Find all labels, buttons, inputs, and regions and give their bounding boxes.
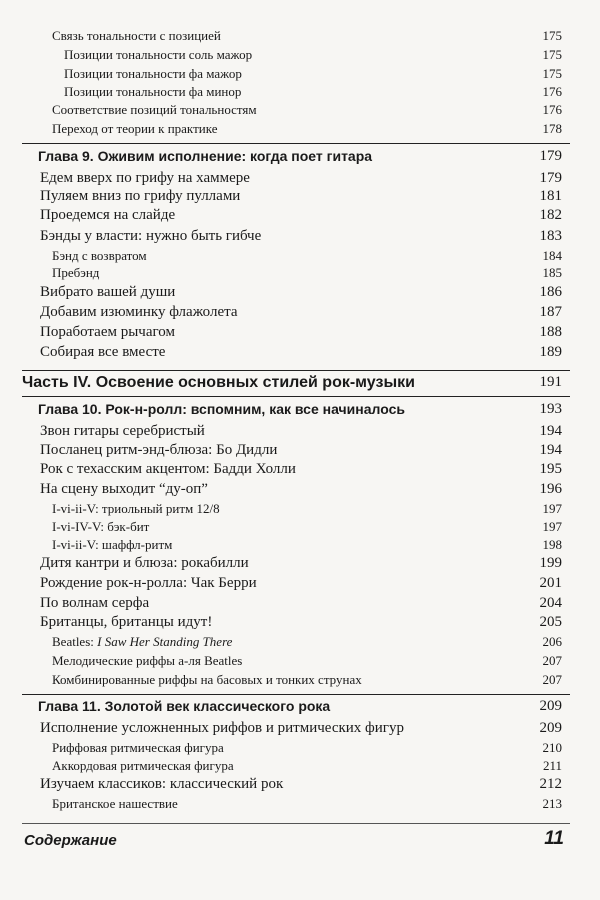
toc-entry-page: 188: [539, 324, 562, 340]
toc-entry-title: Аккордовая ритмическая фигура: [52, 758, 234, 773]
toc-entry-title: Комбинированные риффы на басовых и тонких струнах: [52, 672, 362, 687]
footer-divider: [22, 823, 570, 824]
toc-entry-title: Едем вверх по грифу на хаммере: [40, 170, 250, 186]
toc-chapter: [0, 148, 600, 168]
toc-entry-page: 186: [539, 284, 562, 300]
toc-entry-title: Позиции тональности фа минор: [64, 84, 242, 99]
toc-entry: [0, 344, 600, 364]
toc-entry: [0, 758, 600, 778]
toc-entry-title: Британцы, британцы идут!: [40, 614, 213, 630]
toc-entry: [0, 170, 600, 190]
toc-entry-title: Рождение рок-н-ролла: Чак Берри: [40, 575, 257, 591]
toc-entry-title: На сцену выходит “ду-оп”: [40, 481, 208, 497]
toc-entry-title: Позиции тональности соль мажор: [64, 47, 253, 62]
toc-entry-title: Вибрато вашей души: [40, 284, 176, 300]
toc-entry-title: Часть IV. Освоение основных стилей рок-музыки: [22, 374, 415, 391]
toc-entry-title: Бэнды у власти: нужно быть гибче: [40, 228, 262, 244]
toc-entry-page: 204: [539, 595, 562, 611]
toc-entry-title: [52, 634, 232, 650]
toc-entry-page: 183: [539, 228, 562, 244]
toc-entry: [0, 304, 600, 324]
toc-entry-page: 187: [539, 304, 562, 320]
toc-entry-title: Глава 11. Золотой век классического рока: [38, 698, 331, 714]
toc-entry: [0, 653, 600, 673]
page-number: 11: [544, 828, 564, 849]
toc-entry-title: Посланец ритм-энд-блюза: Бо Дидли: [40, 442, 278, 458]
toc-entry: [0, 207, 600, 227]
toc-entry-page: 179: [539, 148, 562, 164]
divider: [22, 396, 570, 397]
toc-part: [0, 374, 600, 394]
toc-entry-page: 178: [542, 121, 562, 136]
toc-entry: [0, 634, 600, 654]
toc-entry: [0, 537, 600, 557]
toc-entry-page: 209: [539, 698, 562, 714]
toc-entry-page: 207: [542, 653, 562, 668]
toc-entry-title-song: I Saw Her Standing There: [97, 634, 233, 649]
toc-entry-page: 189: [539, 344, 562, 360]
toc-entry-page: 196: [539, 481, 562, 497]
toc-entry-title: Британское нашествие: [52, 796, 178, 811]
toc-entry: [0, 102, 600, 122]
toc-entry-title: Исполнение усложненных риффов и ритмических фигур: [40, 720, 404, 736]
toc-entry-title: I-vi-ii-V: шаффл-ритм: [52, 537, 173, 552]
toc-entry-page: 175: [542, 66, 562, 81]
toc-entry: [0, 188, 600, 208]
toc-entry-title: Звон гитары серебристый: [40, 423, 205, 439]
toc-entry-title: Соответствие позиций тональностям: [52, 102, 257, 117]
toc-entry-page: 185: [542, 265, 562, 280]
toc-entry-page: 205: [539, 614, 562, 630]
toc-entry: [0, 575, 600, 595]
toc-entry: [0, 324, 600, 344]
toc-entry-title: Мелодические риффы а-ля Beatles: [52, 653, 243, 668]
toc-entry-page: 197: [542, 501, 562, 516]
toc-entry-title: Риффовая ритмическая фигура: [52, 740, 224, 755]
toc-entry-title: Дитя кантри и блюза: рокабилли: [40, 555, 249, 571]
toc-entry-page: 179: [539, 170, 562, 186]
toc-entry: [0, 672, 600, 692]
toc-entry: [0, 555, 600, 575]
toc-entry-title: I-vi-ii-V: триольный ритм 12/8: [52, 501, 220, 516]
toc-entry: [0, 442, 600, 462]
toc-entry-title: Глава 10. Рок-н-ролл: вспомним, как все начиналось: [38, 401, 405, 417]
toc-entry: [0, 501, 600, 521]
toc-entry-page: 193: [539, 401, 562, 417]
toc-entry-page: 191: [539, 374, 562, 390]
toc-entry-page: 209: [539, 720, 562, 736]
toc-entry: [0, 84, 600, 104]
toc-entry-page: 211: [542, 758, 562, 773]
toc-entry-title: Поработаем рычагом: [40, 324, 175, 340]
toc-entry-title: Бэнд с возвратом: [52, 248, 147, 263]
toc-entry: [0, 740, 600, 760]
toc-chapter: [0, 401, 600, 421]
toc-entry-page: 199: [539, 555, 562, 571]
toc-entry-title: Проедемся на слайде: [40, 207, 176, 223]
toc-entry: [0, 265, 600, 285]
toc-entry-page: 197: [542, 519, 562, 534]
toc-entry-title: По волнам серфа: [40, 595, 150, 611]
toc-entry-page: 207: [542, 672, 562, 687]
toc-chapter: [0, 698, 600, 718]
toc-entry-title: Позиции тональности фа мажор: [64, 66, 242, 81]
toc-entry: [0, 614, 600, 634]
toc-entry-title: Собирая все вместе: [40, 344, 166, 360]
toc-entry: [0, 595, 600, 615]
toc-entry-page: 176: [542, 102, 562, 117]
toc-entry-page: 213: [542, 796, 562, 811]
toc-entry-page: 176: [542, 84, 562, 99]
toc-entry: [0, 796, 600, 816]
toc-entry-page: 210: [542, 740, 562, 755]
toc-entry: [0, 481, 600, 501]
toc-entry-title: Связь тональности с позицией: [52, 28, 221, 43]
toc-entry: [0, 720, 600, 740]
toc-entry: [0, 519, 600, 539]
toc-entry: [0, 228, 600, 248]
toc-entry-title: Изучаем классиков: классический рок: [40, 776, 284, 792]
toc-entry-title-prefix: Beatles:: [52, 634, 98, 649]
toc-entry: [0, 47, 600, 67]
toc-entry-title: Глава 9. Оживим исполнение: когда поет гитара: [38, 148, 373, 164]
divider: [22, 694, 570, 695]
toc-entry-page: 198: [542, 537, 562, 552]
toc-entry: [0, 121, 600, 141]
divider: [22, 143, 570, 144]
toc-entry-page: 212: [539, 776, 562, 792]
toc-entry-page: 194: [539, 423, 562, 439]
toc-entry: [0, 28, 600, 48]
toc-entry: [0, 461, 600, 481]
toc-entry-title: Пуляем вниз по грифу пуллами: [40, 188, 241, 204]
toc-entry-title: Добавим изюминку флажолета: [40, 304, 238, 320]
toc-entry-title: Переход от теории к практике: [52, 121, 218, 136]
toc-entry-title: I-vi-IV-V: бэк-бит: [52, 519, 150, 534]
toc-entry-page: 182: [539, 207, 562, 223]
toc-entry: [0, 423, 600, 443]
toc-entry-page: 184: [542, 248, 562, 263]
toc-entry: [0, 66, 600, 86]
running-footer-title: Содержание: [24, 832, 117, 849]
toc-entry-page: 175: [542, 28, 562, 43]
divider: [22, 370, 570, 371]
toc-entry-page: 201: [539, 575, 562, 591]
toc-entry: [0, 284, 600, 304]
toc-entry-page: 175: [542, 47, 562, 62]
toc-entry-page: 194: [539, 442, 562, 458]
toc-entry-title: Пребэнд: [52, 265, 100, 280]
toc-entry-page: 181: [539, 188, 562, 204]
toc-entry: [0, 776, 600, 796]
toc-entry-page: 195: [539, 461, 562, 477]
toc-entry-title: Рок с техасским акцентом: Бадди Холли: [40, 461, 296, 477]
toc-entry-page: 206: [542, 634, 562, 649]
